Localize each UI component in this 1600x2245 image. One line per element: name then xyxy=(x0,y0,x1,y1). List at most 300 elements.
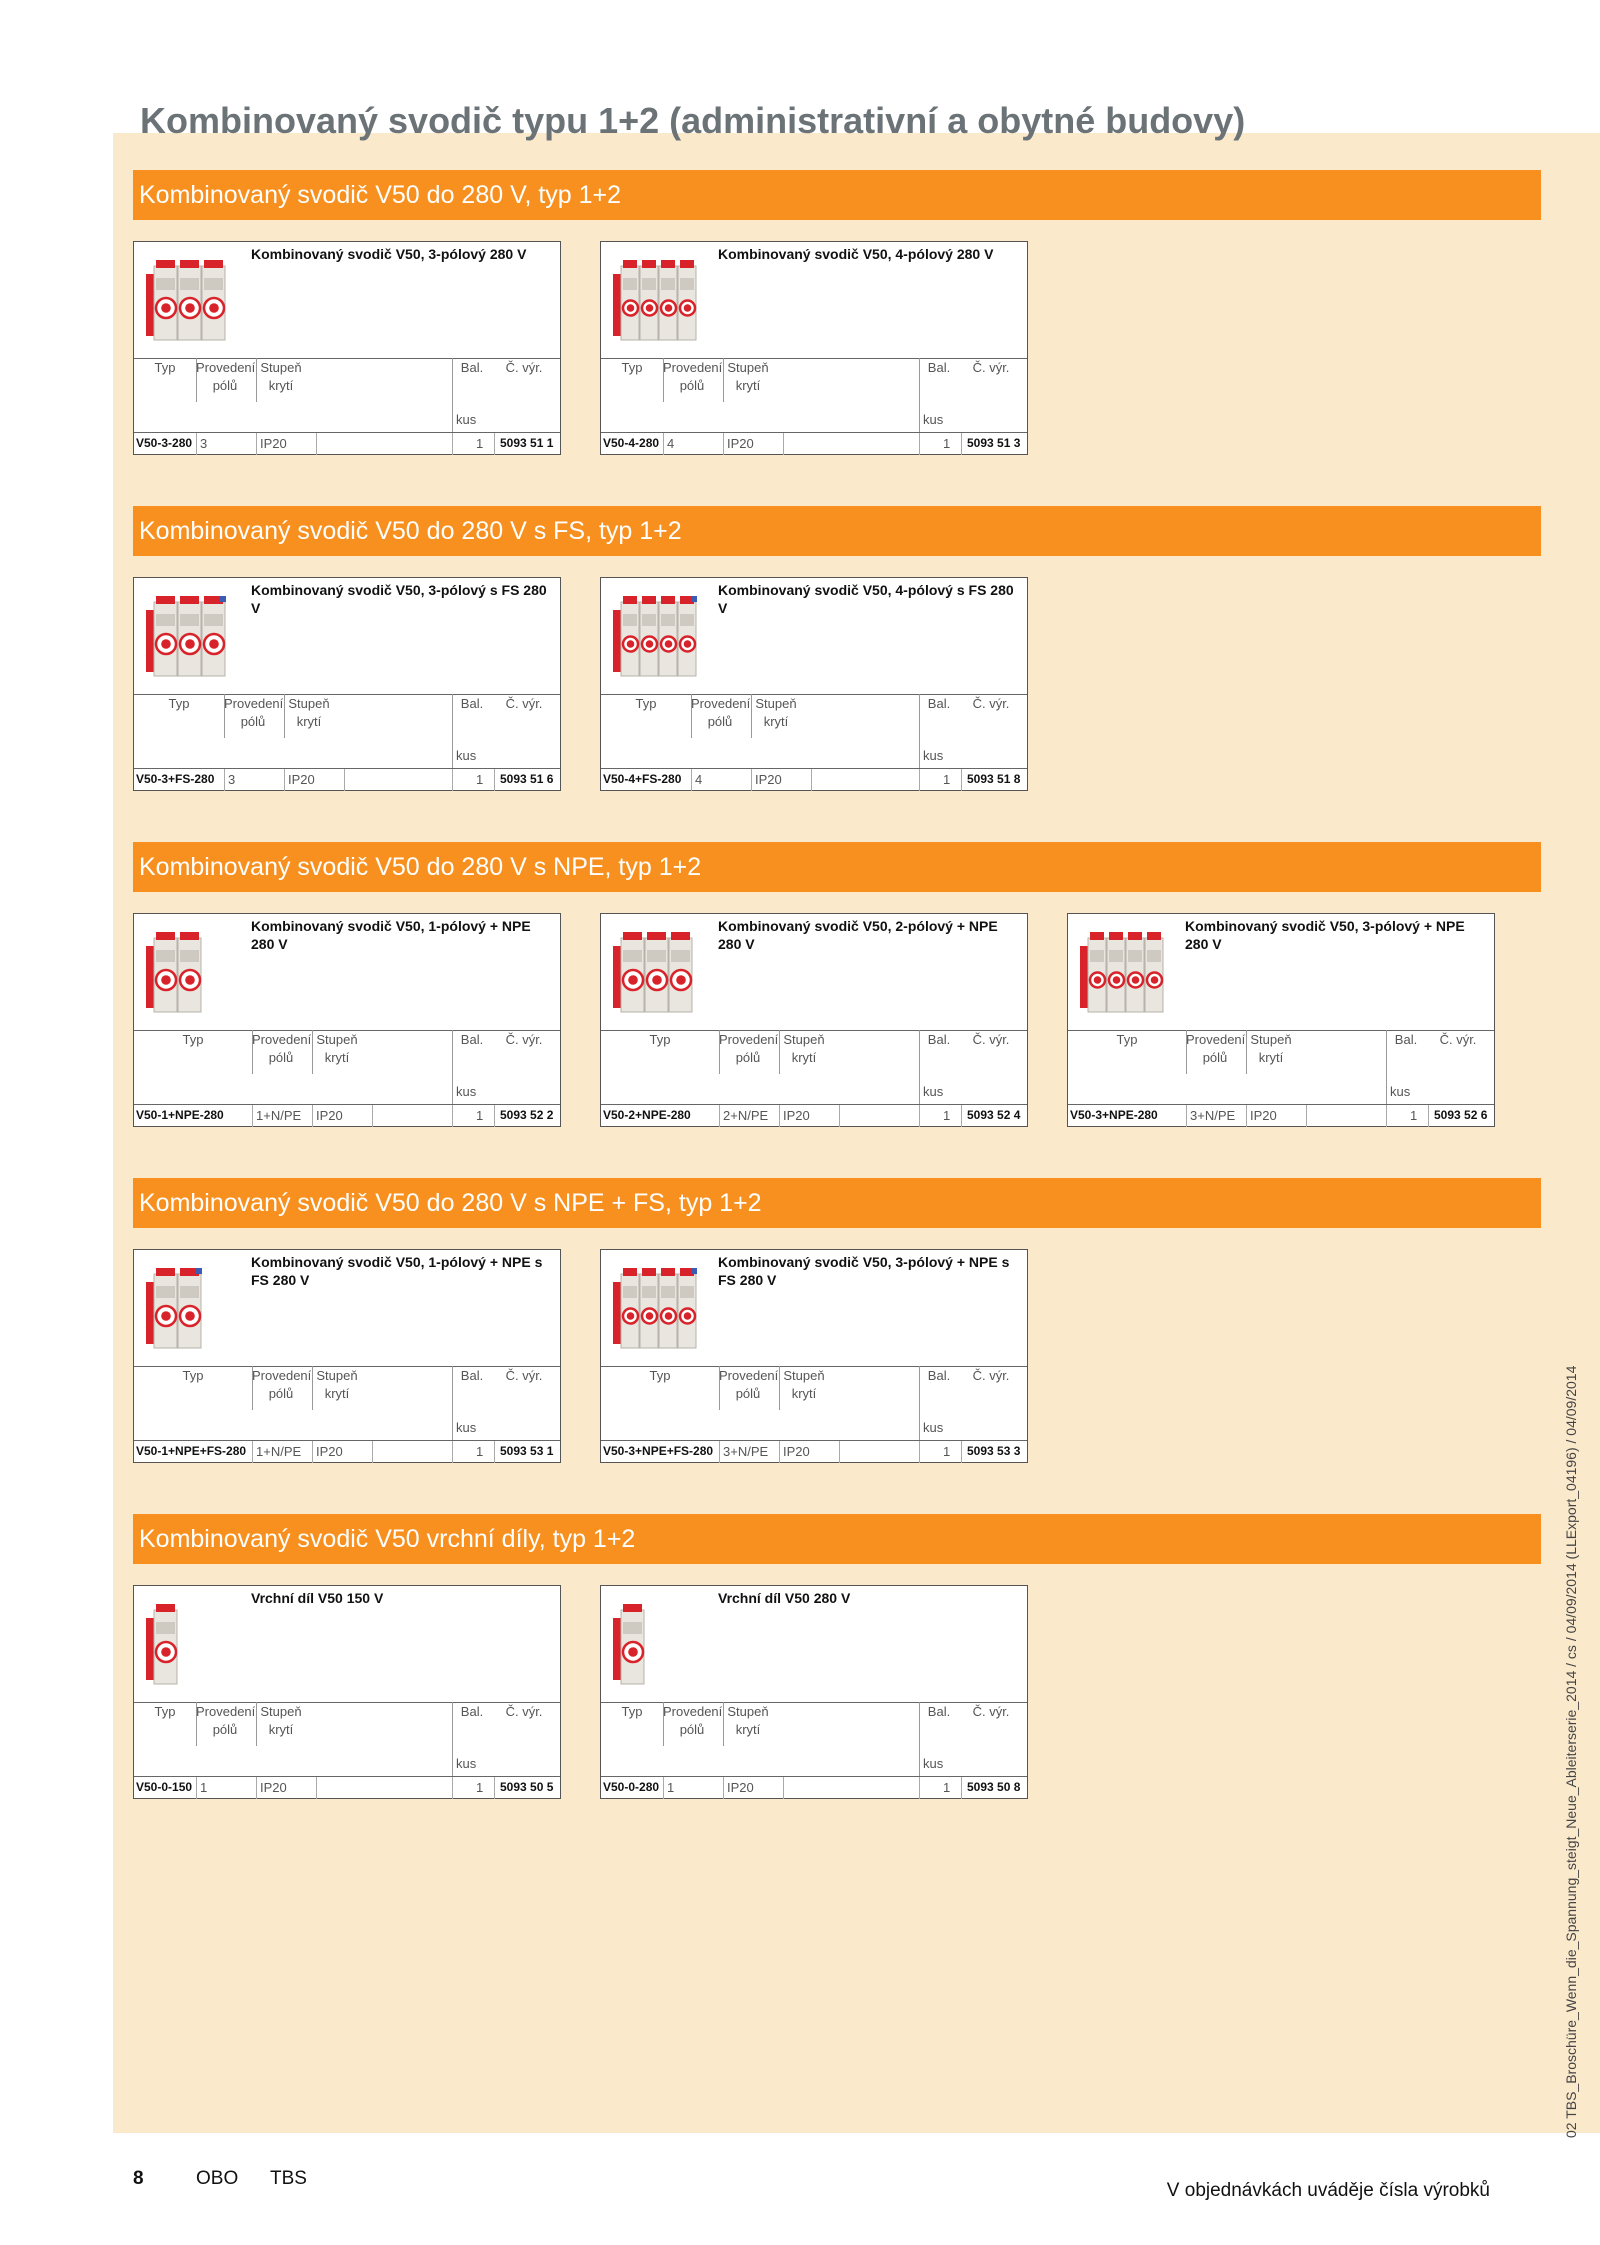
header-cislo: Č. výr. xyxy=(972,1704,1010,1719)
unit-kus: kus xyxy=(923,412,944,427)
column-divider xyxy=(452,694,453,768)
cell-divider xyxy=(663,1777,664,1799)
column-divider xyxy=(919,1366,920,1440)
header-stupen-line1: Stupeň xyxy=(1250,1032,1292,1047)
column-divider xyxy=(1386,1030,1387,1104)
product-name: Kombinovaný svodič V50, 4-pólový s FS 280 V xyxy=(718,582,1014,616)
product-article-number: 5093 51 6 xyxy=(500,772,554,786)
cell-divider xyxy=(452,433,453,455)
product-name: Kombinovaný svodič V50, 3-pólový + NPE s FS 280 V xyxy=(718,1254,1010,1288)
product-article-number: 5093 52 6 xyxy=(1434,1108,1488,1122)
cell-divider xyxy=(494,433,495,455)
header-typ: Typ xyxy=(1116,1032,1138,1047)
header-provedeni-line1: Provedení xyxy=(663,1704,723,1719)
cell-divider xyxy=(723,433,724,455)
product-poles: 4 xyxy=(667,436,675,451)
column-divider xyxy=(284,694,285,738)
header-stupen-line2: krytí xyxy=(1258,1050,1284,1065)
product-article-number: 5093 51 1 xyxy=(500,436,554,450)
footer-division: TBS xyxy=(270,2168,307,2189)
product-ip-rating: IP20 xyxy=(260,1780,287,1795)
header-stupen xyxy=(1246,1031,1296,1067)
surge-protector-image xyxy=(142,588,242,688)
product-info xyxy=(1068,914,1494,1031)
product-name: Kombinovaný svodič V50, 1-pólový + NPE 280 V xyxy=(251,918,531,952)
column-divider xyxy=(1186,1030,1187,1074)
header-provedeni-line2: pólů xyxy=(679,378,705,393)
footer-order-note: V objednávkách uváděje čísla výrobků xyxy=(1166,2180,1490,2201)
header-provedeni-line1: Provedení xyxy=(719,1032,779,1047)
cell-divider xyxy=(779,1441,780,1463)
section-header: Kombinovaný svodič V50 do 280 V, typ 1+2 xyxy=(133,170,1541,220)
header-provedeni-line1: Provedení xyxy=(691,696,751,711)
column-divider xyxy=(224,694,225,738)
unit-kus: kus xyxy=(923,748,944,763)
column-divider xyxy=(452,1366,453,1440)
header-cislo: Č. výr. xyxy=(505,1032,543,1047)
header-stupen-line2: krytí xyxy=(324,1386,350,1401)
header-typ: Typ xyxy=(621,1704,643,1719)
header-bal: Bal. xyxy=(460,1032,484,1047)
table-row xyxy=(601,1104,1027,1127)
column-divider xyxy=(312,1366,313,1410)
cell-divider xyxy=(252,1105,253,1127)
header-typ: Typ xyxy=(154,1704,176,1719)
product-card xyxy=(600,913,1028,1127)
header-bal: Bal. xyxy=(927,696,951,711)
product-card xyxy=(133,1585,561,1799)
column-divider xyxy=(663,1702,664,1746)
product-card xyxy=(600,1585,1028,1799)
page-title: Kombinovaný svodič typu 1+2 (administrativní a obytné budovy) xyxy=(140,100,1246,141)
table-row xyxy=(601,768,1027,791)
unit-kus: kus xyxy=(1390,1084,1411,1099)
product-ip-rating: IP20 xyxy=(1250,1108,1277,1123)
header-typ: Typ xyxy=(154,360,176,375)
header-provedeni xyxy=(663,1703,721,1739)
footer-brand: OBO xyxy=(196,2168,239,2189)
cell-divider xyxy=(252,1441,253,1463)
product-name: Vrchní díl V50 280 V xyxy=(718,1590,851,1606)
product-pack-qty: 1 xyxy=(476,1780,484,1795)
product-type: V50-1+NPE-280 xyxy=(136,1108,224,1122)
product-pack-qty: 1 xyxy=(476,772,484,787)
header-stupen xyxy=(779,1031,829,1067)
header-bal: Bal. xyxy=(927,1032,951,1047)
column-divider xyxy=(452,1030,453,1104)
product-type: V50-3+NPE-280 xyxy=(1070,1108,1158,1122)
product-article-number: 5093 52 4 xyxy=(967,1108,1021,1122)
header-provedeni xyxy=(252,1031,310,1067)
product-pack-qty: 1 xyxy=(476,436,484,451)
column-divider xyxy=(252,1366,253,1410)
cell-divider xyxy=(919,1441,920,1463)
header-provedeni-line2: pólů xyxy=(212,378,238,393)
product-info xyxy=(134,914,560,1031)
header-stupen-line2: krytí xyxy=(763,714,789,729)
surge-protector-image xyxy=(609,924,709,1024)
column-divider xyxy=(1246,1030,1247,1074)
header-stupen xyxy=(751,695,801,731)
cell-divider xyxy=(224,769,225,791)
product-info xyxy=(134,242,560,359)
product-info xyxy=(601,1250,1027,1367)
unit-kus: kus xyxy=(923,1084,944,1099)
cell-divider xyxy=(919,769,920,791)
header-bal: Bal. xyxy=(460,360,484,375)
table-row xyxy=(601,432,1027,455)
section-header: Kombinovaný svodič V50 do 280 V s FS, typ 1+2 xyxy=(133,506,1541,556)
table-row xyxy=(134,768,560,791)
header-stupen-line1: Stupeň xyxy=(783,1368,825,1383)
product-card xyxy=(600,577,1028,791)
header-provedeni-line2: pólů xyxy=(735,1050,761,1065)
surge-protector-image xyxy=(609,588,709,688)
header-stupen xyxy=(256,1703,306,1739)
header-typ: Typ xyxy=(182,1032,204,1047)
surge-protector-image xyxy=(609,252,709,352)
cell-divider xyxy=(344,769,345,791)
cell-divider xyxy=(1428,1105,1429,1127)
column-divider xyxy=(723,358,724,402)
header-provedeni xyxy=(252,1367,310,1403)
cell-divider xyxy=(494,1777,495,1799)
product-poles: 1+N/PE xyxy=(256,1444,302,1459)
table-row xyxy=(1068,1104,1494,1127)
cell-divider xyxy=(312,1441,313,1463)
cell-divider xyxy=(1386,1105,1387,1127)
product-poles: 1 xyxy=(200,1780,208,1795)
unit-kus: kus xyxy=(456,1756,477,1771)
header-stupen-line2: krytí xyxy=(324,1050,350,1065)
page-number: 8 xyxy=(133,2168,144,2189)
header-cislo: Č. výr. xyxy=(505,1368,543,1383)
header-stupen-line2: krytí xyxy=(268,1722,294,1737)
header-typ: Typ xyxy=(635,696,657,711)
cell-divider xyxy=(1306,1105,1307,1127)
column-divider xyxy=(919,358,920,432)
product-card xyxy=(133,577,561,791)
cell-divider xyxy=(811,769,812,791)
header-provedeni-line2: pólů xyxy=(268,1050,294,1065)
product-card xyxy=(133,913,561,1127)
section-header: Kombinovaný svodič V50 do 280 V s NPE + FS, typ 1+2 xyxy=(133,1178,1541,1228)
product-name: Kombinovaný svodič V50, 2-pólový + NPE 280 V xyxy=(718,918,998,952)
cell-divider xyxy=(196,433,197,455)
product-article-number: 5093 51 8 xyxy=(967,772,1021,786)
cell-divider xyxy=(783,1777,784,1799)
product-type: V50-3+NPE+FS-280 xyxy=(603,1444,714,1458)
product-article-number: 5093 52 2 xyxy=(500,1108,554,1122)
table-row xyxy=(134,1776,560,1799)
product-type: V50-3-280 xyxy=(136,436,193,450)
header-provedeni-line2: pólů xyxy=(679,1722,705,1737)
header-provedeni-line1: Provedení xyxy=(252,1368,312,1383)
document-reference: 02 TBS_Broschüre_Wenn_die_Spannung_steigt_Neue_Ableiterserie_2014 / cs / 04/09/2014 (LLExport_04196) / 04/09/2014 xyxy=(1563,1365,1579,2138)
header-bal: Bal. xyxy=(927,360,951,375)
product-name: Kombinovaný svodič V50, 4-pólový 280 V xyxy=(718,246,994,262)
header-stupen-line1: Stupeň xyxy=(316,1368,358,1383)
header-stupen xyxy=(312,1367,362,1403)
header-cislo: Č. výr. xyxy=(972,1032,1010,1047)
header-provedeni-line1: Provedení xyxy=(1186,1032,1246,1047)
product-ip-rating: IP20 xyxy=(316,1108,343,1123)
product-ip-rating: IP20 xyxy=(260,436,287,451)
product-name: Kombinovaný svodič V50, 3-pólový 280 V xyxy=(251,246,527,262)
header-stupen-line1: Stupeň xyxy=(783,1032,825,1047)
column-divider xyxy=(196,358,197,402)
column-divider xyxy=(663,358,664,402)
cell-divider xyxy=(1186,1105,1187,1127)
product-article-number: 5093 53 3 xyxy=(967,1444,1021,1458)
header-stupen xyxy=(256,359,306,395)
header-bal: Bal. xyxy=(460,696,484,711)
column-divider xyxy=(256,358,257,402)
header-stupen-line2: krytí xyxy=(735,1722,761,1737)
header-provedeni xyxy=(196,1703,254,1739)
cell-divider xyxy=(961,433,962,455)
section-header: Kombinovaný svodič V50 vrchní díly, typ 1+2 xyxy=(133,1514,1541,1564)
header-provedeni-line2: pólů xyxy=(1202,1050,1228,1065)
product-info xyxy=(601,914,1027,1031)
header-bal: Bal. xyxy=(1394,1032,1418,1047)
cell-divider xyxy=(452,769,453,791)
header-typ: Typ xyxy=(649,1368,671,1383)
header-stupen-line2: krytí xyxy=(735,378,761,393)
product-card xyxy=(600,241,1028,455)
product-type: V50-0-150 xyxy=(136,1780,193,1794)
column-divider xyxy=(196,1702,197,1746)
cell-divider xyxy=(312,1105,313,1127)
product-ip-rating: IP20 xyxy=(755,772,782,787)
header-cislo: Č. výr. xyxy=(505,696,543,711)
header-typ: Typ xyxy=(182,1368,204,1383)
cell-divider xyxy=(256,1777,257,1799)
cell-divider xyxy=(494,769,495,791)
product-card xyxy=(133,1249,561,1463)
unit-kus: kus xyxy=(923,1756,944,1771)
surge-protector-image xyxy=(142,252,242,352)
cell-divider xyxy=(961,1441,962,1463)
column-divider xyxy=(452,1702,453,1776)
product-ip-rating: IP20 xyxy=(783,1444,810,1459)
cell-divider xyxy=(494,1441,495,1463)
product-ip-rating: IP20 xyxy=(288,772,315,787)
header-provedeni-line1: Provedení xyxy=(719,1368,779,1383)
header-provedeni xyxy=(1186,1031,1244,1067)
header-stupen-line2: krytí xyxy=(268,378,294,393)
header-provedeni xyxy=(196,359,254,395)
header-stupen-line1: Stupeň xyxy=(755,696,797,711)
product-name: Kombinovaný svodič V50, 3-pólový s FS 280 V xyxy=(251,582,547,616)
header-provedeni-line1: Provedení xyxy=(196,360,256,375)
product-type: V50-1+NPE+FS-280 xyxy=(136,1444,247,1458)
product-card xyxy=(1067,913,1495,1127)
header-provedeni-line1: Provedení xyxy=(196,1704,256,1719)
column-divider xyxy=(312,1030,313,1074)
header-stupen-line1: Stupeň xyxy=(727,1704,769,1719)
header-stupen-line1: Stupeň xyxy=(260,1704,302,1719)
cell-divider xyxy=(316,433,317,455)
unit-kus: kus xyxy=(456,1420,477,1435)
product-type: V50-4+FS-280 xyxy=(603,772,682,786)
cell-divider xyxy=(452,1777,453,1799)
table-row xyxy=(601,1776,1027,1799)
header-typ: Typ xyxy=(168,696,190,711)
product-pack-qty: 1 xyxy=(943,1780,951,1795)
surge-protector-image xyxy=(1076,924,1176,1024)
cell-divider xyxy=(372,1105,373,1127)
product-ip-rating: IP20 xyxy=(727,436,754,451)
product-article-number: 5093 51 3 xyxy=(967,436,1021,450)
column-divider xyxy=(919,694,920,768)
surge-protector-image xyxy=(142,924,242,1024)
product-name: Vrchní díl V50 150 V xyxy=(251,1590,384,1606)
unit-kus: kus xyxy=(923,1420,944,1435)
column-divider xyxy=(751,694,752,738)
header-provedeni-line2: pólů xyxy=(268,1386,294,1401)
product-poles: 1 xyxy=(667,1780,675,1795)
column-divider xyxy=(779,1030,780,1074)
table-row xyxy=(134,432,560,455)
surge-protector-image xyxy=(142,1260,242,1360)
cell-divider xyxy=(691,769,692,791)
product-poles: 2+N/PE xyxy=(723,1108,769,1123)
product-type: V50-3+FS-280 xyxy=(136,772,215,786)
table-row xyxy=(134,1440,560,1463)
product-ip-rating: IP20 xyxy=(783,1108,810,1123)
product-card xyxy=(600,1249,1028,1463)
product-poles: 3 xyxy=(228,772,236,787)
surge-protector-image xyxy=(609,1596,709,1696)
cell-divider xyxy=(494,1105,495,1127)
column-divider xyxy=(919,1702,920,1776)
cell-divider xyxy=(961,769,962,791)
header-stupen xyxy=(723,1703,773,1739)
section-header: Kombinovaný svodič V50 do 280 V s NPE, typ 1+2 xyxy=(133,842,1541,892)
column-divider xyxy=(691,694,692,738)
cell-divider xyxy=(663,433,664,455)
header-provedeni-line1: Provedení xyxy=(252,1032,312,1047)
header-cislo: Č. výr. xyxy=(972,1368,1010,1383)
table-row xyxy=(134,1104,560,1127)
product-pack-qty: 1 xyxy=(943,1108,951,1123)
product-type: V50-0-280 xyxy=(603,1780,660,1794)
product-pack-qty: 1 xyxy=(476,1108,484,1123)
cell-divider xyxy=(719,1441,720,1463)
cell-divider xyxy=(372,1441,373,1463)
product-name: Kombinovaný svodič V50, 3-pólový + NPE 280 V xyxy=(1185,918,1465,952)
product-poles: 3 xyxy=(200,436,208,451)
cell-divider xyxy=(196,1777,197,1799)
column-divider xyxy=(919,1030,920,1104)
cell-divider xyxy=(452,1105,453,1127)
product-poles: 3+N/PE xyxy=(723,1444,769,1459)
product-poles: 1+N/PE xyxy=(256,1108,302,1123)
header-stupen xyxy=(779,1367,829,1403)
header-provedeni xyxy=(719,1367,777,1403)
cell-divider xyxy=(919,433,920,455)
cell-divider xyxy=(751,769,752,791)
product-ip-rating: IP20 xyxy=(727,1780,754,1795)
cell-divider xyxy=(1246,1105,1247,1127)
column-divider xyxy=(779,1366,780,1410)
product-name: Kombinovaný svodič V50, 1-pólový + NPE s FS 280 V xyxy=(251,1254,543,1288)
surge-protector-image xyxy=(609,1260,709,1360)
cell-divider xyxy=(719,1105,720,1127)
header-stupen-line2: krytí xyxy=(791,1050,817,1065)
product-article-number: 5093 53 1 xyxy=(500,1444,554,1458)
header-stupen-line1: Stupeň xyxy=(316,1032,358,1047)
cell-divider xyxy=(256,433,257,455)
header-provedeni-line2: pólů xyxy=(735,1386,761,1401)
header-typ: Typ xyxy=(649,1032,671,1047)
product-pack-qty: 1 xyxy=(943,772,951,787)
product-info xyxy=(134,1250,560,1367)
header-stupen-line1: Stupeň xyxy=(260,360,302,375)
header-provedeni xyxy=(224,695,282,731)
header-provedeni-line1: Provedení xyxy=(224,696,284,711)
header-bal: Bal. xyxy=(460,1368,484,1383)
header-stupen-line1: Stupeň xyxy=(288,696,330,711)
header-stupen xyxy=(312,1031,362,1067)
product-article-number: 5093 50 8 xyxy=(967,1780,1021,1794)
cell-divider xyxy=(919,1777,920,1799)
cell-divider xyxy=(316,1777,317,1799)
product-info xyxy=(601,578,1027,695)
column-divider xyxy=(452,358,453,432)
cell-divider xyxy=(839,1105,840,1127)
header-bal: Bal. xyxy=(927,1704,951,1719)
product-poles: 4 xyxy=(695,772,703,787)
product-type: V50-4-280 xyxy=(603,436,660,450)
column-divider xyxy=(719,1366,720,1410)
header-provedeni xyxy=(691,695,749,731)
column-divider xyxy=(719,1030,720,1074)
header-stupen-line2: krytí xyxy=(791,1386,817,1401)
product-pack-qty: 1 xyxy=(943,436,951,451)
header-cislo: Č. výr. xyxy=(1439,1032,1477,1047)
cell-divider xyxy=(961,1105,962,1127)
product-info xyxy=(134,1586,560,1703)
unit-kus: kus xyxy=(456,748,477,763)
cell-divider xyxy=(452,1441,453,1463)
header-provedeni-line2: pólů xyxy=(240,714,266,729)
cell-divider xyxy=(284,769,285,791)
product-info xyxy=(601,1586,1027,1703)
header-stupen xyxy=(284,695,334,731)
header-provedeni xyxy=(663,359,721,395)
product-poles: 3+N/PE xyxy=(1190,1108,1236,1123)
header-cislo: Č. výr. xyxy=(505,1704,543,1719)
product-pack-qty: 1 xyxy=(476,1444,484,1459)
header-stupen xyxy=(723,359,773,395)
header-typ: Typ xyxy=(621,360,643,375)
cell-divider xyxy=(919,1105,920,1127)
column-divider xyxy=(256,1702,257,1746)
column-divider xyxy=(723,1702,724,1746)
header-stupen-line1: Stupeň xyxy=(727,360,769,375)
header-provedeni-line2: pólů xyxy=(707,714,733,729)
product-ip-rating: IP20 xyxy=(316,1444,343,1459)
cell-divider xyxy=(779,1105,780,1127)
product-type: V50-2+NPE-280 xyxy=(603,1108,691,1122)
product-pack-qty: 1 xyxy=(1410,1108,1418,1123)
header-provedeni-line2: pólů xyxy=(212,1722,238,1737)
product-info xyxy=(601,242,1027,359)
header-stupen-line2: krytí xyxy=(296,714,322,729)
unit-kus: kus xyxy=(456,1084,477,1099)
